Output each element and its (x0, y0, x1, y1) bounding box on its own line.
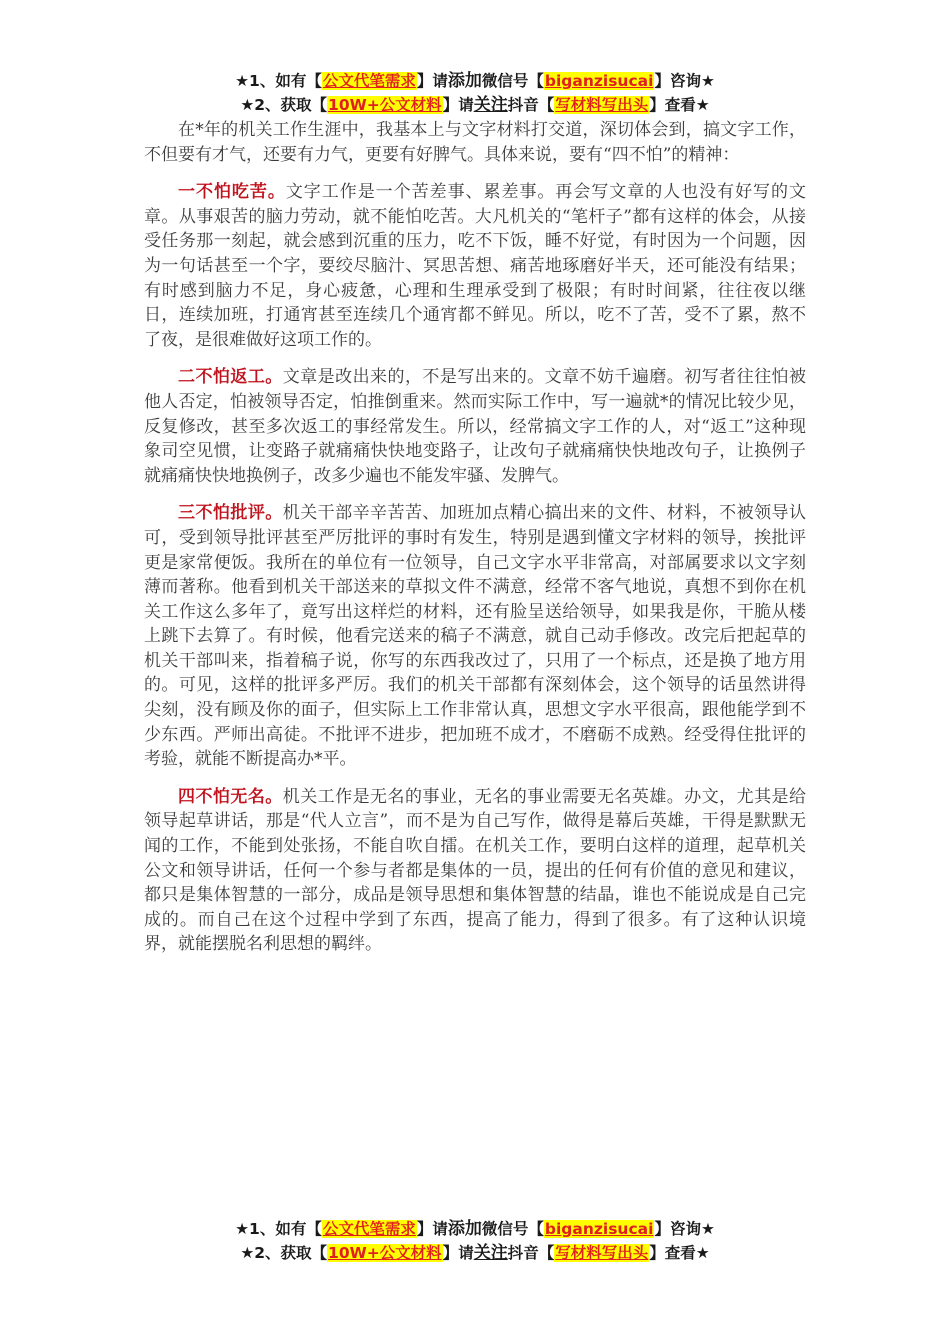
banner-text: 抖音【 (507, 96, 555, 114)
highlight-douyin-account[interactable]: 写材料写出头 (555, 1244, 649, 1262)
banner-text: ★1、如有【 (235, 1220, 322, 1238)
banner-line-1 (0, 1217, 950, 1241)
section-heading: 三不怕批评。 (178, 503, 283, 524)
highlight-wechat-id[interactable]: biganzisucai (544, 72, 654, 90)
section-3 (144, 501, 806, 772)
highlight-service[interactable]: 公文代笔需求 (322, 1220, 416, 1238)
highlight-service[interactable]: 公文代笔需求 (322, 72, 416, 90)
section-heading: 四不怕无名。 (178, 786, 283, 807)
banner-emphasis: 添加 (447, 1219, 482, 1239)
banner-text: ★1、如有【 (235, 72, 322, 90)
highlight-douyin-account[interactable]: 写材料写出头 (555, 96, 649, 114)
intro-paragraph: 在*年的机关工作生涯中，我基本上与文字材料打交道，深切体会到，搞文字工作，不但要有才气，还要有力气，更要有好脾气。具体来说，要有“四不怕”的精神： (144, 120, 806, 165)
banner-text: 】咨询★ (654, 1220, 715, 1238)
section-text: 机关干部辛辛苦苦、加班加点精心搞出来的文件、材料，不被领导认可，受到领导批评甚至严厉批评的事时有发生，特别是遇到懂文字材料的领导，挨批评更是家常便饭。我所在的单位有一位领导，自己文字水平非常高，对部属要求以文字刻薄而著称。他看到机关干部送来的草拟文件不满意，经常不客气地说，真想不到你在机关工作这么多年了，竟写出这样烂的材料，还有脸呈送给领导，如果我是你，干脆从楼上跳下去算了。有时候，他看完送来的稿子不满意，就自己动手修改。改完后把起草的机关干部叫来，指着稿子说，你写的东西我改过了，只用了一个标点，还是换了地方用的。可见，这样的批评多严厉。我们的机关干部都有深刻体会，这个领导的话虽然讲得尖刻，没有顾及你的面子，但实际上工作非常认真，思想文字水平很高，跟他能学到不少东西。严师出高徒。不批评不进步，把加班不成才，不磨砺不成熟。经受得住批评的考验，就能不断提高办*平。 (144, 503, 807, 770)
section-text: 机关工作是无名的事业，无名的事业需要无名英雄。办文，尤其是给领导起草讲话，那是“代人立言”，而不是为自己写作，做得是幕后英雄，干得是默默无闻的工作，不能到处张扬，不能自吹自擂。在机关工作，要明白这样的道理，起草机关公文和领导讲话，任何一个参与者都是集体的一员，提出的任何有价值的意见和建议，都只是集体智慧的一部分，成品是领导思想和集体智慧的结晶，谁也不能说成是自己完成的。而自己在这个过程中学到了东西，提高了能力，得到了很多。有了这种认识境界，就能摆脱名利思想的羁绊。 (144, 786, 807, 955)
banner-text: 微信号【 (481, 1220, 544, 1238)
banner-emphasis: 关注 (473, 1243, 508, 1263)
section-1 (144, 180, 806, 352)
banner-text: 】查看★ (649, 96, 710, 114)
banner-text: ★2、获取【 (240, 1244, 328, 1262)
section-text: 文字工作是一个苦差事、累差事。再会写文章的人也没有好写的文章。从事艰苦的脑力劳动，就不能怕吃苦。大凡机关的“笔杆子”都有这样的体会，从接受任务那一刻起，就会感到沉重的压力，吃不下饭，睡不好觉，有时因为一个问题，因为一句话甚至一个字，要绞尽脑汁、冥思苦想、痛苦地琢磨好半天，还可能没有结果；有时感到脑力不足，身心疲惫，心理和生理承受到了极限；有时时间紧，往往夜以继日，连续加班，打通宵甚至连续几个通宵都不鲜见。所以，吃不了苦，受不了累，熬不了夜，是很难做好这项工作的。 (144, 182, 807, 350)
footer-banner (0, 1217, 950, 1265)
banner-line-1 (0, 69, 950, 93)
banner-text: ★2、获取【 (240, 96, 328, 114)
header-banner (0, 69, 950, 117)
section-heading: 一不怕吃苦。 (178, 182, 286, 203)
banner-line-2 (0, 1241, 950, 1265)
banner-emphasis: 关注 (473, 95, 508, 115)
section-2 (144, 365, 806, 488)
highlight-materials[interactable]: 10W+公文材料 (328, 96, 442, 114)
document-body (144, 118, 806, 957)
highlight-materials[interactable]: 10W+公文材料 (328, 1244, 442, 1262)
section-4 (144, 785, 806, 957)
banner-text: 微信号【 (481, 72, 544, 90)
banner-emphasis: 添加 (447, 71, 482, 91)
banner-text: 抖音【 (507, 1244, 555, 1262)
section-text: 文章是改出来的，不是写出来的。文章不妨千遍磨。初写者往往怕被他人否定，怕被领导否定，怕推倒重来。然而实际工作中，写一遍就*的情况比较少见，反复修改，甚至多次返工的事经常发生。所以，经常搞文字工作的人，对“返工”这种现象司空见惯，让变路子就痛痛快快地变路子，让改句子就痛痛快快地改句子，让换例子就痛痛快快地换例子，改多少遍也不能发牢骚、发脾气。 (144, 367, 807, 486)
banner-text: 】请 (442, 1244, 474, 1262)
banner-text: 】请 (416, 1220, 448, 1238)
banner-text: 】请 (416, 72, 448, 90)
section-heading: 二不怕返工。 (178, 367, 283, 388)
banner-line-2 (0, 93, 950, 117)
highlight-wechat-id[interactable]: biganzisucai (544, 1220, 654, 1238)
banner-text: 】咨询★ (654, 72, 715, 90)
banner-text: 】请 (442, 96, 474, 114)
banner-text: 】查看★ (649, 1244, 710, 1262)
